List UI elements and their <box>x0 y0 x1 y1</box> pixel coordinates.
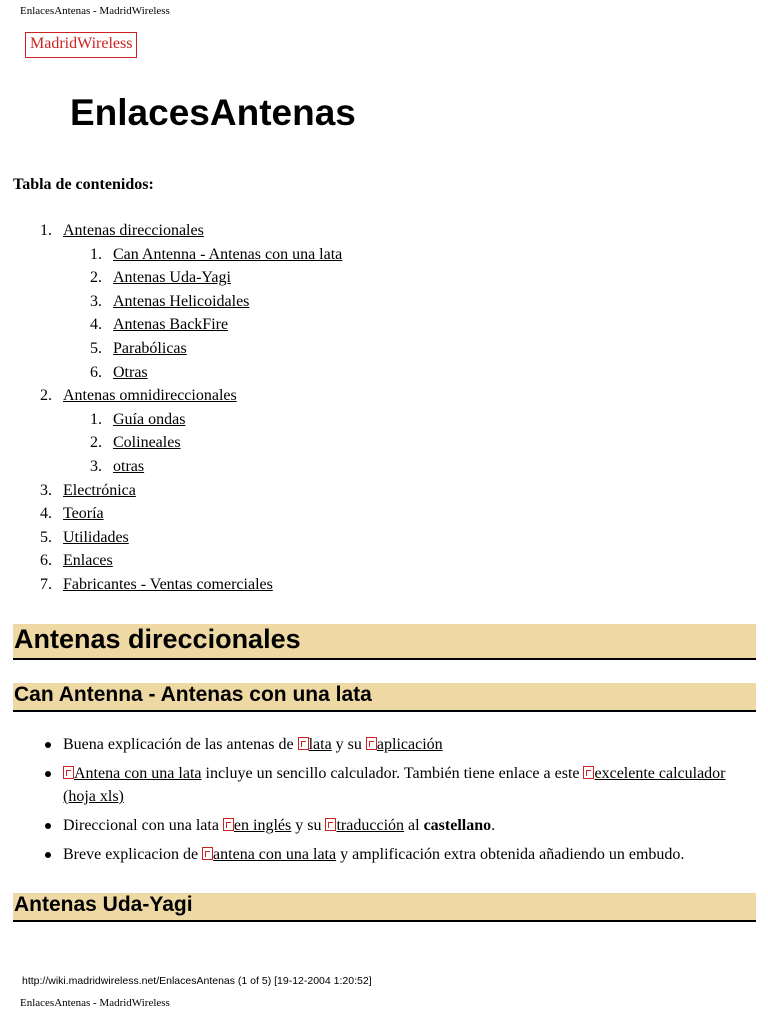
toc-number: 3. <box>90 292 102 310</box>
toc-number: 6. <box>90 363 102 381</box>
toc-sublist <box>40 408 342 479</box>
toc-link[interactable]: Otras <box>113 363 148 381</box>
toc-link[interactable]: Parabólicas <box>113 339 187 357</box>
print-footer-title: EnlacesAntenas - MadridWireless <box>20 997 170 1009</box>
print-header-title: EnlacesAntenas - MadridWireless <box>20 5 170 17</box>
list-text: y su <box>291 817 326 834</box>
external-link-icon <box>325 818 336 831</box>
toc-item <box>40 479 342 503</box>
list-text: y su <box>331 736 366 753</box>
toc-subitem <box>90 455 342 479</box>
toc-link[interactable]: Antenas Uda-Yagi <box>113 269 231 287</box>
toc-item <box>40 549 342 573</box>
toc-number: 4. <box>90 316 102 334</box>
list-text: . <box>491 817 496 834</box>
bold-text: castellano <box>423 817 492 834</box>
toc-item <box>40 219 342 384</box>
can-antenna-list <box>40 733 760 872</box>
toc-number: 2. <box>90 434 102 452</box>
toc-link[interactable]: Fabricantes - Ventas comerciales <box>63 575 273 593</box>
link-en-ingles[interactable]: en inglés <box>233 817 292 834</box>
toc-number: 7. <box>40 575 52 593</box>
toc-link[interactable]: otras <box>113 457 145 475</box>
toc-sublist <box>40 243 342 385</box>
toc-link[interactable]: Antenas Helicoidales <box>113 292 250 310</box>
toc-number: 2. <box>40 387 52 405</box>
external-link-icon <box>63 766 74 779</box>
toc-heading: Tabla de contenidos: <box>13 176 154 193</box>
toc-number: 4. <box>40 505 52 523</box>
list-text: al <box>404 817 424 834</box>
toc-subitem <box>90 361 342 385</box>
link-antena-lata-embudo[interactable]: antena con una lata <box>213 846 337 863</box>
toc-item <box>40 526 342 550</box>
external-link-icon <box>223 818 234 831</box>
toc-link[interactable]: Utilidades <box>63 528 129 546</box>
toc-number: 2. <box>90 269 102 287</box>
toc-number: 3. <box>90 457 102 475</box>
toc-link[interactable]: Teoría <box>63 505 104 523</box>
list-text: y amplificación extra obtenida añadiendo un embudo. <box>336 846 685 863</box>
toc-subitem <box>90 431 342 455</box>
link-aplicacion[interactable]: aplicación <box>376 736 443 753</box>
toc-subitem <box>90 290 342 314</box>
section-heading-can-antenna: Can Antenna - Antenas con una lata <box>13 683 756 712</box>
toc-subitem <box>90 313 342 337</box>
toc-link[interactable]: Antenas omnidireccionales <box>63 387 237 405</box>
list-text: Breve explicacion de <box>63 846 203 863</box>
external-link-icon <box>202 847 213 860</box>
toc-link[interactable]: Electrónica <box>63 481 136 499</box>
toc-item <box>40 573 342 597</box>
toc-subitem <box>90 337 342 361</box>
toc-link[interactable]: Guía ondas <box>113 410 186 428</box>
toc-link[interactable]: Colineales <box>113 434 181 452</box>
list-text: Buena explicación de las antenas de <box>63 736 298 753</box>
page-title: EnlacesAntenas <box>70 92 356 133</box>
toc-link[interactable]: Antenas BackFire <box>113 316 229 334</box>
external-link-icon <box>298 737 309 750</box>
toc-link[interactable]: Antenas direccionales <box>63 222 204 239</box>
toc-link[interactable]: Enlaces <box>63 552 113 570</box>
toc-number: 6. <box>40 552 52 570</box>
table-of-contents <box>40 219 342 597</box>
list-item <box>40 843 760 866</box>
link-lata[interactable]: lata <box>308 736 332 753</box>
list-item <box>40 733 760 756</box>
list-item <box>40 814 760 837</box>
link-traduccion[interactable]: traducción <box>336 817 405 834</box>
link-calculador[interactable]: excelente calculador (hoja xls) <box>63 765 726 805</box>
print-footer-url: http://wiki.madridwireless.net/EnlacesAntenas (1 of 5) [19-12-2004 1:20:52] <box>22 975 372 987</box>
toc-number: 3. <box>40 481 52 499</box>
toc-number: 5. <box>90 339 102 357</box>
toc-subitem <box>90 243 342 267</box>
list-text: Direccional con una lata <box>63 817 223 834</box>
list-item <box>40 762 760 808</box>
toc-subitem <box>90 266 342 290</box>
toc-item <box>40 384 342 478</box>
toc-number: 1. <box>40 222 52 239</box>
toc-number: 1. <box>90 410 102 428</box>
toc-number: 5. <box>40 528 52 546</box>
external-link-icon <box>366 737 377 750</box>
list-text: incluye un sencillo calculador. También tiene enlace a este <box>201 765 584 782</box>
toc-item <box>40 502 342 526</box>
section-heading-uda-yagi: Antenas Uda-Yagi <box>13 893 756 922</box>
external-link-icon <box>583 766 594 779</box>
link-antena-con-una-lata[interactable]: Antena con una lata <box>74 765 202 782</box>
toc-link[interactable]: Can Antenna - Antenas con una lata <box>113 245 343 263</box>
toc-subitem <box>90 408 342 432</box>
site-logo-link[interactable]: MadridWireless <box>25 32 137 58</box>
toc-number: 1. <box>90 245 102 263</box>
section-heading-directional: Antenas direccionales <box>13 624 756 660</box>
